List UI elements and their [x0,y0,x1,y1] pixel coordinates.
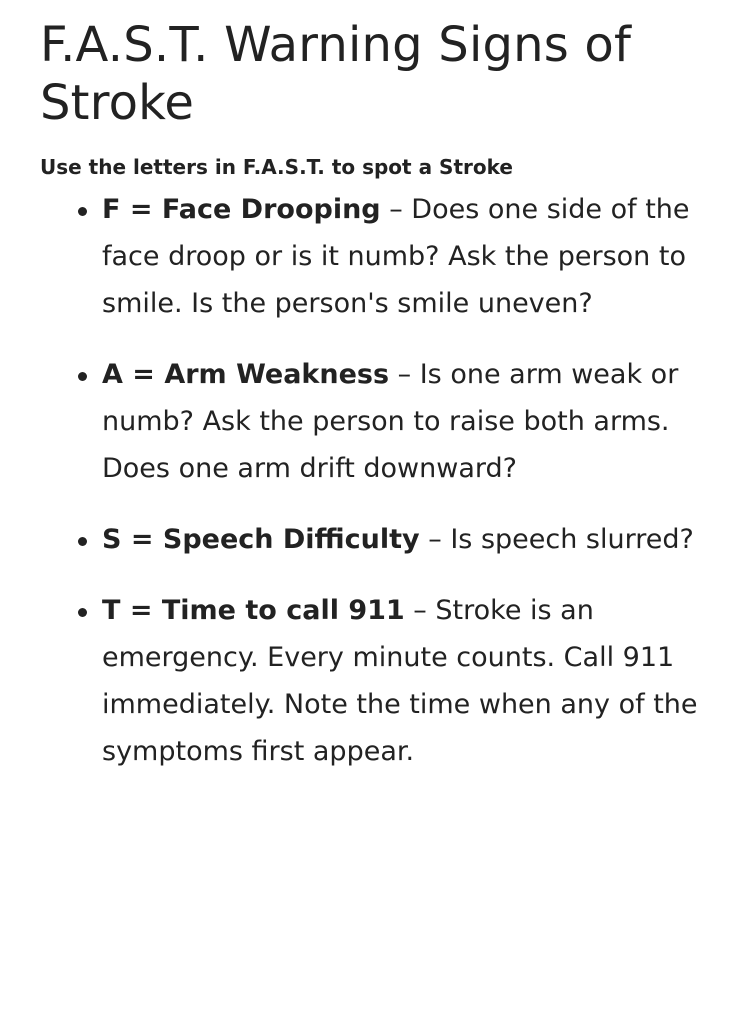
item-description: Is speech slurred? [450,524,694,555]
bullet-icon [78,207,87,216]
list-item-speech [102,516,709,563]
list-item-arm [102,351,709,492]
page-subtitle: Use the letters in F.A.S.T. to spot a Stroke [40,155,513,179]
item-term: S = Speech Difficulty [102,524,420,555]
item-term: A = Arm Weakness [102,359,390,390]
item-separator: – [389,359,420,390]
item-separator: – [419,524,451,555]
item-term: T = Time to call 911 [102,595,405,626]
list-item-face [102,186,709,327]
item-description: Stroke is an emergency. Every minute counts. Call 911 immediately. Note the time when any of the symptoms first appear. [102,595,698,767]
list-item-time [102,587,709,775]
bullet-icon [78,608,87,617]
page-title: F.A.S.T. Warning Signs of Stroke [40,17,632,131]
item-separator: – [404,595,436,626]
fast-list [40,186,709,775]
item-description: Does one side of the face droop or is it numb? Ask the person to smile. Is the person's smile uneven? [102,194,690,319]
bullet-icon [78,372,87,381]
item-term: F = Face Drooping [102,194,381,225]
bullet-icon [78,537,87,546]
item-description: Is one arm weak or numb? Ask the person to raise both arms. Does one arm drift downward? [102,359,679,484]
item-separator: – [380,194,412,225]
